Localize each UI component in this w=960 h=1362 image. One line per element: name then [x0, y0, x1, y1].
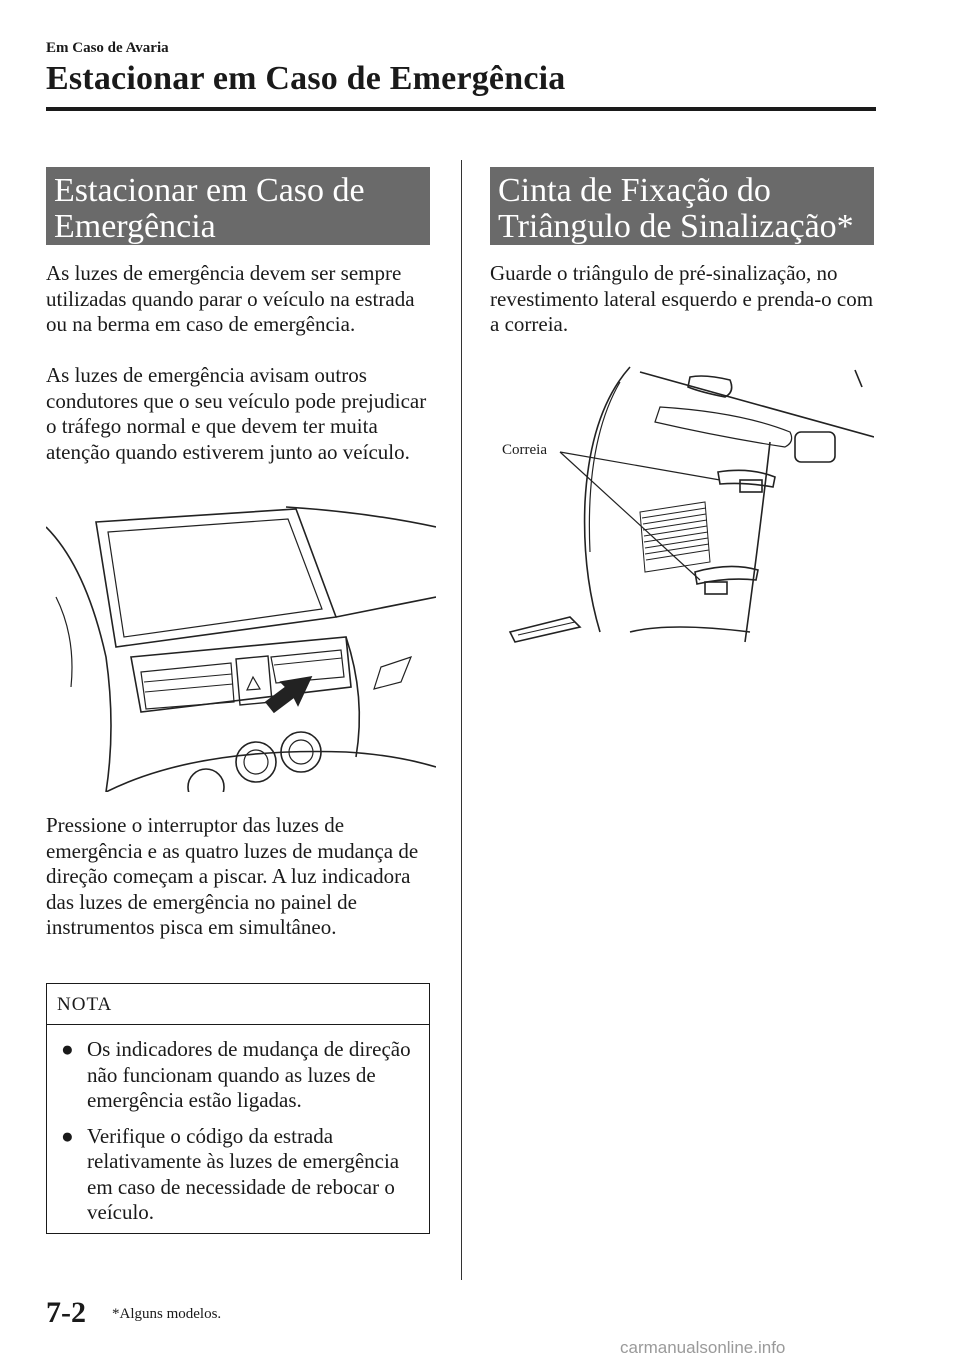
heading-line: Emergência: [54, 208, 216, 245]
paragraph-hazard-warning: As luzes de emergência avisam outros condutores que o seu veículo pode prejudicar o tráfego normal e que devem ter muita atenção quando estiverem junto ao veículo.: [46, 363, 427, 464]
triangle-strap-illustration: [490, 352, 874, 652]
page-title: Estacionar em Caso de Emergência: [46, 60, 566, 97]
section-heading-emergency-parking: [46, 167, 430, 245]
note-text: Verifique o código da estrada relativamente às luzes de emergência em caso de necessidade de rebocar o veículo.: [87, 1123, 400, 1224]
title-rule: [46, 107, 876, 111]
heading-line: Cinta de Fixação do: [498, 172, 771, 209]
hazard-switch-illustration: [46, 497, 436, 792]
note-text: Os indicadores de mudança de direção não funcionam quando as luzes de emergência estão ligadas.: [87, 1037, 411, 1112]
note-list: [47, 1025, 429, 1226]
footnote: *Alguns modelos.: [112, 1306, 222, 1322]
page-number: 7-2: [46, 1296, 86, 1329]
paragraph-hazard-operation: Pressione o interruptor das luzes de emergência e as quatro luzes de mudança de direção começam a piscar. A luz indicadora das luzes de emergência no painel de instrumentos pisca em simultâneo.: [46, 813, 419, 939]
paragraph-hazard-usage: As luzes de emergência devem ser sempre utilizadas quando parar o veículo na estrada ou na berma em caso de emergência.: [46, 261, 415, 336]
list-item: [57, 1124, 419, 1226]
watermark: carmanualsonline.info: [620, 1338, 786, 1357]
paragraph-triangle-storage: Guarde o triângulo de pré-sinalização, no revestimento lateral esquerdo e prenda-o com a correia.: [490, 261, 874, 336]
chapter-label: Em Caso de Avaria: [46, 40, 169, 56]
figure-label-strap: Correia: [502, 442, 547, 458]
section-heading-triangle-strap: [490, 167, 874, 245]
bullet-icon: ●: [61, 1037, 74, 1061]
list-item: [57, 1037, 419, 1114]
bullet-icon: ●: [61, 1123, 74, 1148]
heading-line: Triângulo de Sinalização*: [498, 208, 854, 245]
note-title: NOTA: [47, 984, 429, 1025]
heading-line: Estacionar em Caso de: [54, 172, 365, 209]
note-box: [46, 983, 430, 1234]
column-divider: [461, 160, 462, 1280]
